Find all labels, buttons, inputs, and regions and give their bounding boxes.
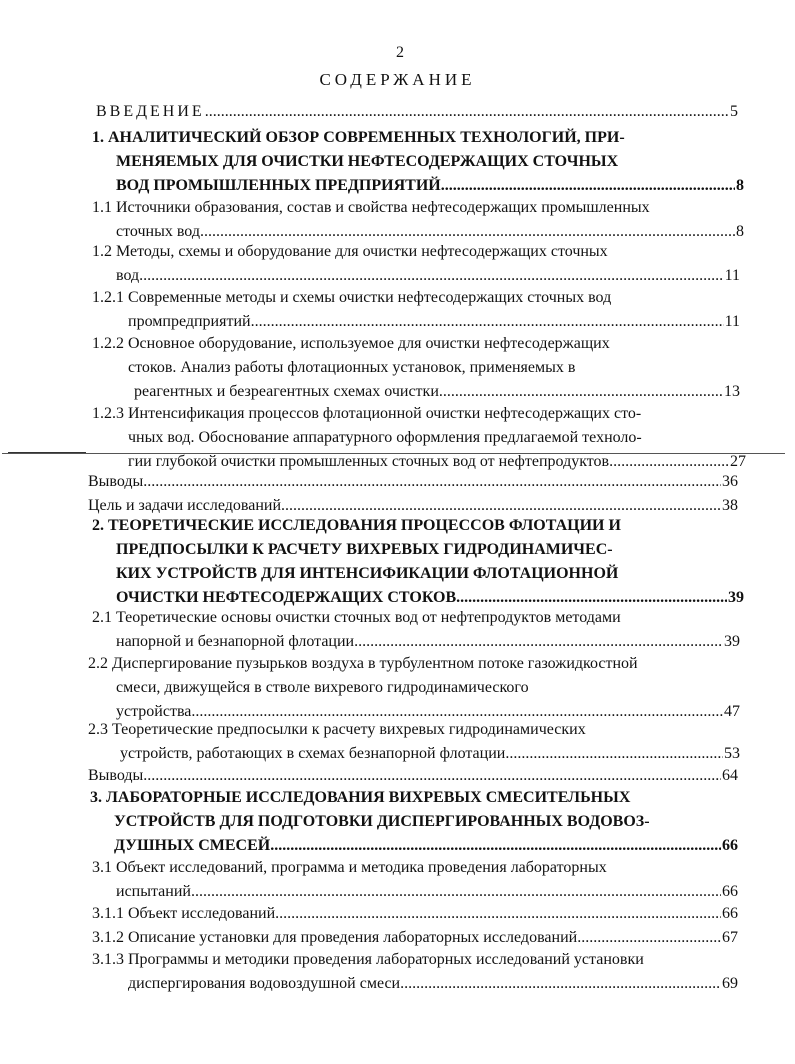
toc-entry-text: 3. ЛАБОРАТОРНЫЕ ИССЛЕДОВАНИЯ ВИХРЕВЫХ СМЕСИТЕЛЬНЫХ <box>90 789 631 806</box>
toc-entry-text: стоков. Анализ работы флотационных установок, применяемых в <box>128 359 576 376</box>
toc-entry-text: 3.1 Объект исследований, программа и методика проведения лабораторных <box>92 859 607 876</box>
toc-entry-text: 1.2 Методы, схемы и оборудование для очистки нефтесодержащих сточных <box>92 243 608 260</box>
toc-entry-text: ВОД ПРОМЫШЛЕННЫХ ПРЕДПРИЯТИЙ <box>116 177 441 194</box>
toc-entry <box>92 126 744 198</box>
toc-entry <box>90 786 738 858</box>
toc-entry <box>92 948 738 996</box>
toc-entry-text: ОЧИСТКИ НЕФТЕСОДЕРЖАЩИХ СТОКОВ <box>116 589 457 606</box>
leader-dots <box>441 174 735 198</box>
toc-title: СОДЕРЖАНИЕ <box>319 70 476 89</box>
leader-dots <box>354 630 723 654</box>
toc-entry <box>88 718 740 766</box>
toc-entry-page: 67 <box>722 929 738 946</box>
toc-entry-text: ПРЕДПОСЫЛКИ К РАСЧЕТУ ВИХРЕВЫХ ГИДРОДИНАМИЧЕС- <box>116 541 613 558</box>
toc-entry-text: 1.2.3 Интенсификация процессов флотационной очистки нефтесодержащих сто- <box>92 405 642 422</box>
toc-entry-page: 13 <box>724 383 740 400</box>
toc-entry-text: промпредприятий <box>128 313 251 330</box>
toc-entry-text: устройств, работающих в схемах безнапорной флотации <box>120 745 506 762</box>
toc-entry-text: диспергирования водовоздушной смеси <box>128 975 401 992</box>
leader-dots <box>439 380 723 404</box>
toc-entry-text: гии глубокой очистки промышленных сточных вод от нефтепродуктов <box>128 453 610 470</box>
leader-dots <box>143 764 721 788</box>
toc-entry-text: УСТРОЙСТВ ДЛЯ ПОДГОТОВКИ ДИСПЕРГИРОВАННЫХ ВОДОВОЗ- <box>114 813 650 830</box>
toc-entry <box>92 196 744 244</box>
toc-entry-page: 66 <box>722 905 738 922</box>
leader-dots <box>251 310 724 334</box>
toc-entry <box>92 286 740 334</box>
toc-entry-text: ДУШНЫХ СМЕСЕЙ <box>114 837 271 854</box>
leader-dots <box>191 880 721 904</box>
toc-entry <box>92 902 738 926</box>
toc-entry-text: 2. ТЕОРЕТИЧЕСКИЕ ИССЛЕДОВАНИЯ ПРОЦЕССОВ ФЛОТАЦИИ И <box>92 517 621 534</box>
toc-entry-text: 3.1.3 Программы и методики проведения лабораторных исследований установки <box>92 951 644 968</box>
toc-entry-text: КИХ УСТРОЙСТВ ДЛЯ ИНТЕНСИФИКАЦИИ ФЛОТАЦИОННОЙ <box>116 565 619 582</box>
toc-entry-text: 1.2.2 Основное оборудование, используемое для очистки нефтесодержащих <box>92 335 610 352</box>
toc-entry-page: 8 <box>736 177 744 194</box>
toc-entry-text: вод <box>116 267 140 284</box>
toc-entry-page: 5 <box>730 103 738 120</box>
toc-entry-page: 69 <box>722 975 738 992</box>
toc-entry-text: напорной и безнапорной флотации <box>116 633 355 650</box>
toc-entry <box>92 926 738 950</box>
leader-dots <box>275 902 721 926</box>
toc-entry-text: реагентных и безреагентных схемах очистки <box>134 383 439 400</box>
toc-entry-page: 11 <box>724 267 740 284</box>
toc-entry <box>92 514 744 610</box>
toc-entry-text: чных вод. Обоснование аппаратурного оформления предлагаемой техноло- <box>128 429 642 446</box>
leader-dots <box>205 100 729 124</box>
toc-entry-text: 2.1 Теоретические основы очистки сточных вод от нефтепродуктов методами <box>92 609 621 626</box>
toc-entry-page: 8 <box>736 223 744 240</box>
toc-entry-text: сточных вод <box>116 223 200 240</box>
toc-entry-text: смеси, движущейся в стволе вихревого гидродинамического <box>116 679 529 696</box>
toc-entry-text: ВВЕДЕНИЕ <box>96 103 205 120</box>
toc-entry-text: Цель и задачи исследований <box>88 497 282 514</box>
toc-entry <box>92 606 740 654</box>
toc-entry-text: МЕНЯЕМЫХ ДЛЯ ОЧИСТКИ НЕФТЕСОДЕРЖАЩИХ СТОЧНЫХ <box>116 153 619 170</box>
leader-dots <box>400 972 721 996</box>
toc-entry-page: 39 <box>724 633 740 650</box>
toc-entry-page: 11 <box>724 313 740 330</box>
toc-entry-page: 47 <box>724 703 740 720</box>
leader-dots <box>505 742 723 766</box>
toc-entry-page: 39 <box>728 589 744 606</box>
toc-entry-text: 3.1.2 Описание установки для проведения лабораторных исследований <box>92 929 578 946</box>
toc-entry <box>88 652 740 724</box>
leader-dots <box>139 264 723 288</box>
toc-entry-text: 1.1 Источники образования, состав и свойства нефтесодержащих промышленных <box>92 199 650 216</box>
leader-dots <box>577 926 721 950</box>
toc-entry <box>88 470 738 494</box>
toc-entry-page: 66 <box>722 883 738 900</box>
toc-entry-text: 3.1.1 Объект исследований <box>92 905 276 922</box>
toc-entry-text: Выводы <box>88 767 144 784</box>
toc-entry-text: 2.3 Теоретические предпосылки к расчету вихревых гидродинамических <box>88 721 586 738</box>
toc-entry-page: 66 <box>722 837 738 854</box>
toc-entry-text: 2.2 Диспергирование пузырьков воздуха в турбулентном потоке газожидкостной <box>88 655 638 672</box>
leader-dots <box>270 834 721 858</box>
toc-entry-page: 27 <box>730 453 746 470</box>
toc-entry <box>92 240 740 288</box>
toc-entry <box>92 402 746 474</box>
toc-entry-text: 1.2.1 Современные методы и схемы очистки нефтесодержащих сточных вод <box>92 289 612 306</box>
toc-entry-page: 38 <box>722 497 738 514</box>
toc-entry-text: 1. АНАЛИТИЧЕСКИЙ ОБЗОР СОВРЕМЕННЫХ ТЕХНОЛОГИЙ, ПРИ- <box>92 129 625 146</box>
toc-entry-text: Выводы <box>88 473 144 490</box>
toc-entry <box>92 332 740 404</box>
toc-entry-text: испытаний <box>116 883 191 900</box>
toc-entry-page: 36 <box>722 473 738 490</box>
toc-entry-page: 53 <box>724 745 740 762</box>
toc-entry <box>96 100 738 124</box>
page-number: 2 <box>396 44 404 61</box>
toc-entry <box>88 764 738 788</box>
leader-dots <box>143 470 721 494</box>
toc-entry <box>92 856 738 904</box>
toc-entry-page: 64 <box>722 767 738 784</box>
toc-entry-text: устройства <box>116 703 192 720</box>
